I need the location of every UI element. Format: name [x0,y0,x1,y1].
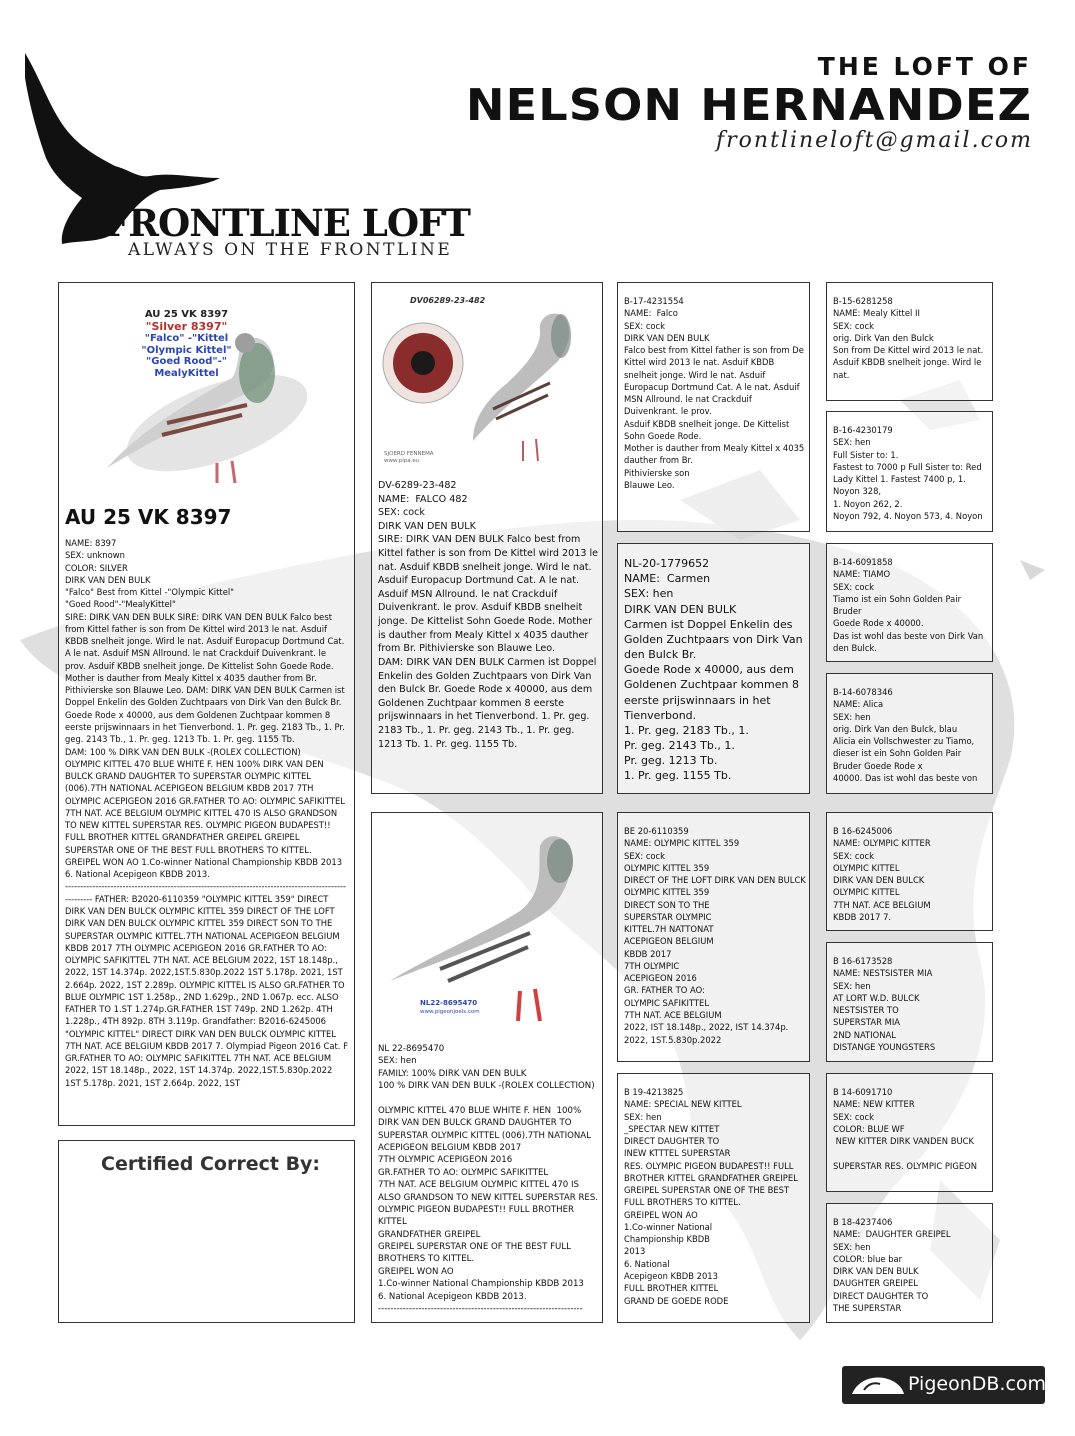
pigeondb-badge[interactable] [842,1366,1045,1404]
certified-label: Certified Correct By: [101,1153,321,1175]
dam-photo-site: www.pigeonjoels.com [420,1009,480,1015]
grandsire-dam-details: BE 20-6110359 NAME: OLYMPIC KITTEL 359 SEX: cock OLYMPIC KITTEL 359 DIRECT OF THE LOFT DIRK VAN DEN BULCK OLYMPIC KITTEL 359 DIRECT SON TO THE SUPERSTAR OLYMPIC KITTEL.7H NATTONAT ACEPIGEON BELGIUM KBDB 2017 7TH OLYMPIC ACEPIGEON 2016 GR. FATHER TO AO: OLYMPIC SAFIKITTEL 7TH NAT. ACE BELGIUM 2022, IST 18.148p., 2022, IST 14.374p. 2022, 1ST.5.830p.2022 [624,826,806,1045]
sire-photo-credit: SJOERD FENNEMA www.pipa.eu [384,451,434,465]
dam-panel [371,812,603,1323]
grandsire-sire-panel [617,282,810,532]
granddam-sire-details: NL-20-1779652 NAME: Carmen SEX: hen DIRK VAN DEN BULK Carmen ist Doppel Enkelin des Golden Zuchtpaars von Dirk Van den Bulck Br. Goede Rode x 40000, aus dem Goldenen Zuchtpaar kommen 8 eerste prijswinnaars in het Tienverbond. 1. Pr. geg. 2183 Tb., 1. Pr. geg. 2143 Tb., 1. Pr. geg. 1213 Tb. 1. Pr. geg. 1155 Tb. [624,557,803,783]
main-bird-details: NAME: 8397 SEX: unknown COLOR: SILVER DIRK VAN DEN BULK "Falco" Best from Kittel -"Olympic Kittel" "Goed Rood"-"MealyKittel" SIRE: DIRK VAN DEN BULK SIRE: DIRK VAN DEN BULK Falco best from Kittel father is son from De Kittel wird 2013 le nat. Asduif KBDB snelheit jonge. Wird le nat. Asduif Europacup Dortmund Cat. A le nat. Asduif MSN Allround. le nat Crackduif Duivenkrant. le prov. Asduif KBDB snelheit jonge. De Kittelist Sohn Goede Rode. Mother is dauther from Mealy Kittel x 4035 dauther from Br. Pithivierske son Blauwe Leo. DAM: DIRK VAN DEN BULK Carmen ist Doppel Enkelin des Golden Zuchtpaars von Dirk Van den Bulck Br. Goede Rode x 40000, aus dem Goldenen Zuchtpaar kommen 8 eerste prijswinnaars in het Tienverbond. 1. Pr. geg. 2183 Tb., 1. Pr. geg. 2143 Tb., 1. Pr. geg. 1213 Tb. 1. Pr. geg. 1155 Tb. DAM: 100 % DIRK VAN DEN BULK -(ROLEX COLLECTION) OLYMPIC KITTEL 470 BLUE WHITE F. HEN 100% DIRK VAN DEN BULCK GRAND DAUGHTER TO SUPERSTAR OLYMPIC KITTEL (006).7TH NATIONAL ACEPIGEON BELGIUM KBDB 2017 7TH OLYMPIC ACEPIGEON 2016 GR.FATHER TO AO: OLYMPIC SAFIKITTEL 7TH NAT. ACE BELGIUM OLYMPIC KITTEL 470 IS ALSO GRANDSON TO NEW KITTEL SUPERSTAR RES. OLYMPIC PIGEON BUDAPEST!! FULL BROTHER KITTEL GRANDFATHER GREIPEL GREIPEL SUPERSTAR ONE OF THE BEST FULL BROTHERS TO KITTEL. GREIPEL WON AO 1.Co-winner National Championship KBDB 2013 6. National Acepigeon KBDB 2013. ------------------------------------------------------------------------------------------------------ FATHER: B2020-6110359 "OLYMPIC KITTEL 359" DIRECT DIRK VAN DEN BULCK OLYMPIC KITTEL 359 DIRECT OF THE LOFT DIRK VAN DEN BULCK OLYMPIC KITTEL 359 DIRECT SON TO THE SUPERSTAR OLYMPIC KITTEL.7TH NATIONAL ACEPIGEON BELGIUM KBDB 2017 7TH OLYMPIC ACEPIGEON 2016 GR.FATHER TO AO: OLYMPIC SAFIKITTEL 7TH NAT. ACE BELGIUM 2022, 1ST 18.148p., 2022, 1ST 14.374p. 2022,1ST.5.830p.2022 1ST 5.178p. 2021, 1ST 2.664p. 2022, 1ST 2.289p. OLYMPIC KITTEL IS ALSO GR.FATHER TO BLUE OLYMPIC 1ST 1.258p., 2ND 1.629p., 2ND 1.067p. ecc. ALSO FATHER TO 1.ST 1.274p.GR.FATHER 1ST 749p. 2ND 1.262p. 4TH 1.228p., 4TH 892p. 8TH 3.119p. Grandfather: B2016-6245006 "OLYMPIC KITTEL" DIRECT DIRK VAN DEN BULCK OLYMPIC KITTEL 7TH NAT. ACE BELGIUM KBDB 2017 7. Olympiad Pigeon 2016 Cat. F GR.FATHER TO AO: OLYMPIC SAFIKITTEL 7TH NAT. ACE BELGIUM 2022, 1ST 18.148p., 2022, 1ST 14.374p. 2022,1ST.5.830p.2022 1ST 5.178p. 2021, 1ST 2.664p. 2022, 1ST [65,538,348,1088]
grandsire-sire-details: B-17-4231554 NAME: Falco SEX: cock DIRK VAN DEN BULK Falco best from Kittel father is son from De Kittel wird 2013 le nat. Asduif KBDB snelheit jonge. Wird le nat. Asduif Europacup Dortmund Cat. A le nat. Asduif MSN Allround. le nat Crackduif Duivenkrant. le prov. Asduif KBDB snelheit jonge. De Kittelist Sohn Goede Rode. Mother is dauther from Mealy Kittel x 4035 dauther from Br. Pithivierske son Blauwe Leo. [624,296,805,490]
ggp-panel-6 [826,942,993,1062]
ggp-panel-4 [826,673,993,794]
brand-name: FRONTLINE LOFT [103,201,470,245]
loft-of-label: THE LOFT OF [817,52,1032,81]
ggp-details-8: B 18-4237406 NAME: DAUGHTER GREIPEL SEX: hen COLOR: blue bar DIRK VAN DEN BULK DAUGHTER GREIPEL DIRECT DAUGHTER TO THE SUPERSTAR [833,1217,951,1313]
ggp-details-3: B-14-6091858 NAME: TIAMO SEX: cock Tiamo ist ein Sohn Golden Pair Bruder Goede Rode x 40000. Das ist wohl das beste von Dirk Van den Bulck. [833,557,984,653]
sire-details: DV-6289-23-482 NAME: FALCO 482 SEX: cock DIRK VAN DEN BULK SIRE: DIRK VAN DEN BULK Falco best from Kittel father is son from De Kittel wird 2013 le nat. Asduif KBDB snelheit jonge. Wird le nat. Asduif Europacup Dortmund Cat. A le nat. Asduif MSN Allround. le nat Crackduif Duivenkrant. le prov. Asduif KBDB snelheit jonge. De Kittelist Sohn Goede Rode. Mother is dauther from Mealy Kittel x 4035 dauther from Br. Pithivierske son Blauwe Leo. DAM: DIRK VAN DEN BULK Carmen ist Doppel Enkelin des Golden Zuchtpaars von Dirk Van den Bulck Br. Goede Rode x 40000, aus dem Goldenen Zuchtpaar kommen 8 eerste prijswinnaars in het Tienverbond. 1. Pr. geg. 2183 Tb., 1. Pr. geg. 2143 Tb., 1. Pr. geg. 1213 Tb. 1. Pr. geg. 1155 Tb. [378,480,599,750]
dam-photo [380,821,600,1041]
ggp-details-1: B-15-6281258 NAME: Mealy Kittel II SEX: cock orig. Dirk Van den Bulck Son from De Kittel wird 2013 le nat. Asduif KBDB snelheit jonge. Wird le nat. [833,296,984,380]
main-bird-ring: AU 25 VK 8397 [65,505,232,529]
certified-panel [58,1140,355,1323]
ggp-panel-1 [826,282,993,401]
granddam-sire-panel [617,543,810,794]
grandsire-dam-panel [617,812,810,1062]
sire-photo-ring: DV06289-23-482 [410,296,486,305]
sire-panel [371,282,603,794]
ggp-panel-3 [826,543,993,662]
ggp-panel-5 [826,812,993,931]
ggp-panel-7 [826,1073,993,1192]
pigeondb-logo-icon [850,1372,906,1398]
ggp-details-5: B 16-6245006 NAME: OLYMPIC KITTER SEX: cock OLYMPIC KITTEL DIRK VAN DEN BULCK OLYMPIC KITTEL 7TH NAT. ACE BELGIUM KBDB 2017 7. [833,826,931,922]
ggp-details-7: B 14-6091710 NAME: NEW KITTER SEX: cock COLOR: BLUE WF NEW KITTER DIRK VANDEN BUCK SUPERSTAR RES. OLYMPIC PIGEON [833,1087,978,1171]
sire-photo [378,291,598,475]
ggp-details-2: B-16-4230179 SEX: hen Full Sister to: 1. Fastest to 7000 p Full Sister to: Red Lady Kittel 1. Fastest 7400 p, 1. Noyon 328, 1. Noyon 262, 2. Noyon 792, 4. Noyon 573, 4. Noyon [833,425,983,521]
photo-label-line3: "Falco" -"Kittel [144,333,229,345]
photo-label-line6: MealyKittel [154,367,219,379]
main-bird-panel [58,282,355,1126]
photo-label-ring: AU 25 VK 8397 [144,309,229,320]
brand-slogan: ALWAYS ON THE FRONTLINE [128,240,453,260]
pigeondb-label: PigeonDB.com [908,1373,1047,1395]
photo-label-line5: "Goed Rood"-" [146,356,227,368]
dam-photo-ring: NL22-8695470 [420,999,478,1007]
owner-name: NELSON HERNANDEZ [465,80,1032,131]
photo-label-line4: "Olympic Kittel" [141,344,232,356]
granddam-dam-panel [617,1073,810,1323]
ggp-details-6: B 16-6173528 NAME: NESTSISTER MIA SEX: hen AT LORT W.D. BULCK NESTSISTER TO SUPERSTAR MIA 2ND NATIONAL DISTANGE YOUNGSTERS [833,956,936,1052]
email-address[interactable]: frontlineloft@gmail.com [716,128,1033,153]
ggp-panel-8 [826,1203,993,1323]
granddam-dam-details: B 19-4213825 NAME: SPECIAL NEW KITTEL SEX: hen _SPECTAR NEW KITTET DIRECT DAUGHTER TO INEW KTTTEL SUPERSTAR RES. OLYMPIC PIGEON BUDAPEST!! FULL BROTHER KITTEL GRANDFATHER GREIPEL GREIPEL SUPERSTAR ONE OF THE BEST FULL BROTHERS TO KITTEL. GREIPEL WON AO 1.Co-winner National Championship KBDB 2013 6. National Acepigeon KBDB 2013 FULL BROTHER KITTEL GRAND DE GOEDE RODE [624,1087,798,1306]
photo-label-nickname: "Silver 8397" [145,319,228,333]
main-bird-photo-labels [99,309,274,379]
ggp-panel-2 [826,411,993,532]
ggp-details-4: B-14-6078346 NAME: Alica SEX: hen orig. Dirk Van den Bulck, blau Alicia ein Vollschwester zu Tiamo, dieser ist ein Sohn Golden Pair Bruder Goede Rode x 40000. Das ist wohl das beste von [833,687,978,783]
dam-details: NL 22-8695470 SEX: hen FAMILY: 100% DIRK VAN DEN BULK 100 % DIRK VAN DEN BULK -(ROLEX COLLECTION) OLYMPIC KITTEL 470 BLUE WHITE F. HEN 100% DIRK VAN DEN BULCK GRAND DAUGHTER TO SUPERSTAR OLYMPIC KITTEL (006).7TH NATIONAL ACEPIGEON BELGIUM KBDB 2017 7TH OLYMPIC ACEPIGEON 2016 GR.FATHER TO AO: OLYMPIC SAFIKITTEL 7TH NAT. ACE BELGIUM OLYMPIC KITTEL 470 IS ALSO GRANDSON TO NEW KITTEL SUPERSTAR RES. OLYMPIC PIGEON BUDAPEST!! FULL BROTHER KITTEL GRANDFATHER GREIPEL GREIPEL SUPERSTAR ONE OF THE BEST FULL BROTHERS TO KITTEL. GREIPEL WON AO 1.Co-winner National Championship KBDB 2013 6. National Acepigeon KBDB 2013. ------------------------------------------------------------------ [378,1044,599,1314]
